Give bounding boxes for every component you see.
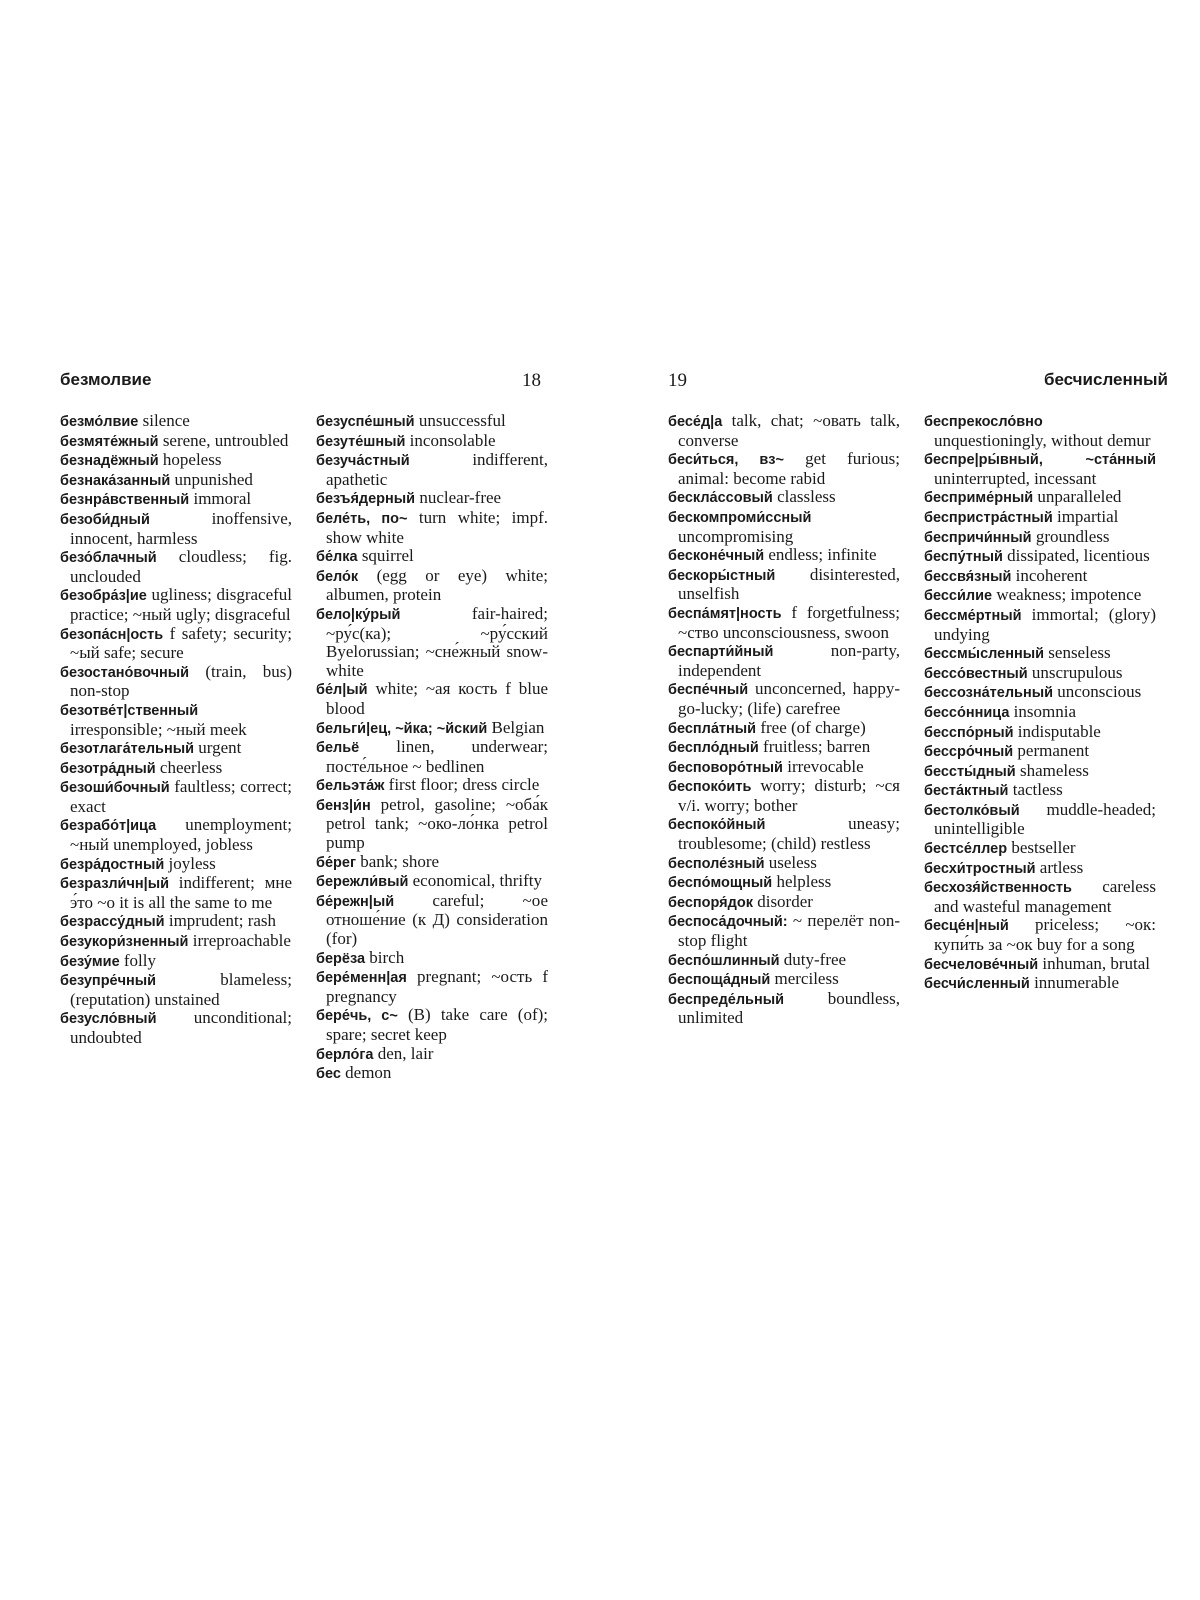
dictionary-entry (668, 758, 900, 778)
guide-word: бесчисленный (1043, 370, 1168, 389)
headword: бесчелове́чный (924, 956, 1039, 973)
headword: бесповоро́тный (668, 759, 783, 776)
definition: merciless (774, 969, 839, 989)
dictionary-entry (60, 971, 292, 1009)
headword: берёза (316, 950, 366, 967)
dictionary-entry (316, 412, 548, 432)
dictionary-entry (316, 451, 548, 489)
definition: bank; shore (360, 851, 440, 871)
headword: беспу́тный (924, 549, 1003, 566)
headword: бескла́ссовый (668, 490, 773, 507)
headword: бескоры́стный (668, 567, 776, 584)
definition: disinterested, unselfish (678, 564, 900, 604)
headword: бережли́вый (316, 874, 409, 891)
headword: беле́ть, по~ (316, 510, 408, 527)
headword: безра́достный (60, 856, 165, 873)
definition: irreproachable (192, 931, 291, 951)
definition: duty-free (783, 949, 847, 969)
page-number: 18 (522, 370, 541, 391)
headword: безостано́вочный (60, 664, 190, 681)
headword: бере́менн|ая (316, 970, 407, 987)
definition: useless (768, 852, 817, 872)
headword: беспарти́йный (668, 644, 774, 661)
headword: безмяте́жный (60, 433, 159, 450)
definition: (В) take care (of); spare; secret keep (326, 1005, 548, 1044)
definition: first floor; dress circle (388, 775, 540, 795)
column (668, 412, 900, 1028)
headword: бе́режн|ый (316, 893, 395, 910)
headword: беспла́тный (668, 720, 757, 737)
definition: uninterrupted, incessant (934, 468, 1097, 488)
definition: hopeless (162, 450, 222, 470)
dictionary-entry (316, 892, 548, 949)
definition: classless (777, 487, 836, 507)
definition: irrevocable (787, 756, 864, 776)
headword: бело|ку́рый (316, 606, 401, 623)
definition: worry; disturb; ~ся v/i. worry; bother (678, 776, 900, 815)
definition: imprudent; rash (168, 911, 277, 931)
headword: бессо́вестный (924, 665, 1028, 682)
dictionary-entry (668, 488, 900, 508)
dictionary-entry (668, 912, 900, 950)
definition: uncompromising (678, 526, 794, 546)
dictionary-entry (60, 663, 292, 701)
dictionary-entry (924, 664, 1156, 684)
page-number: 19 (668, 370, 687, 391)
definition: free (of charge) (760, 717, 866, 737)
headword: бесконе́чный (668, 548, 765, 565)
dictionary-entry (924, 528, 1156, 548)
dictionary-entry (316, 605, 548, 680)
headword: бельё (316, 740, 360, 757)
headword: бесприме́рный (924, 490, 1034, 507)
dictionary-entry (60, 701, 292, 739)
column (924, 412, 1156, 994)
definition: helpless (776, 872, 832, 892)
headword: беспо́мощный (668, 875, 773, 892)
headword: безобра́з|ие (60, 588, 147, 605)
dictionary-entry (60, 510, 292, 548)
dictionary-entry (924, 742, 1156, 762)
dictionary-entry (924, 762, 1156, 782)
dictionary-entry (924, 547, 1156, 567)
headword: безупре́чный (60, 973, 157, 990)
definition: silence (142, 411, 190, 430)
dictionary-entry (316, 853, 548, 873)
headword: безуча́стный (316, 453, 410, 470)
dictionary-entry (316, 776, 548, 796)
headword: беспристра́стный (924, 509, 1053, 526)
dictionary-entry (924, 878, 1156, 916)
dictionary-entry (316, 1064, 548, 1084)
column (316, 412, 548, 1084)
headword: безъя́дерный (316, 491, 416, 508)
headword: беспа́мят|ность (668, 605, 782, 622)
dictionary-entry (668, 719, 900, 739)
definition: dissipated, licentious (1007, 546, 1150, 566)
dictionary-entry (668, 873, 900, 893)
dictionary-entry (924, 450, 1156, 488)
definition: Belgian (491, 717, 545, 737)
dictionary-entry (316, 949, 548, 969)
guide-word: безмолвие (60, 370, 152, 389)
definition: irresponsible; ~ный meek (70, 719, 247, 739)
dictionary-entry (316, 738, 548, 776)
definition: careful; ~ое отноше́ние (к Д) consideration (for) (326, 890, 549, 949)
definition: boundless, unlimited (678, 988, 900, 1028)
dictionary-entry (316, 872, 548, 892)
definition: tactless (1012, 780, 1063, 800)
headword: бельэта́ж (316, 778, 385, 795)
headword: бе́лка (316, 549, 358, 566)
definition: unconditional; undoubted (70, 1008, 292, 1047)
left-page (60, 370, 560, 1083)
headword: беспоко́ить (668, 779, 752, 796)
running-head (668, 370, 1168, 400)
definition: urgent (198, 738, 242, 758)
definition: fruitless; barren (763, 737, 871, 757)
dictionary-entry (924, 839, 1156, 859)
headword: бестсе́ллер (924, 841, 1008, 858)
definition: blameless; (reputation) unstained (70, 970, 292, 1009)
definition: unconcerned, happy-go-lucky; (life) carefree (678, 679, 900, 718)
dictionary-entry (668, 450, 900, 488)
headword: безнака́занный (60, 472, 171, 489)
dictionary-entry (316, 796, 548, 853)
dictionary-entry (316, 432, 548, 452)
headword: бенз|и́н (316, 797, 371, 814)
dictionary-entry (668, 854, 900, 874)
headword: бессвя́зный (924, 568, 1012, 585)
definition: cheerless (159, 757, 223, 777)
headword: безрассу́дный (60, 914, 165, 931)
headword: бессозна́тельный (924, 685, 1053, 702)
headword: безуспе́шный (316, 414, 415, 430)
headword: бесце́н|ный (924, 918, 1009, 935)
definition: uneasy; troublesome; (child) restless (678, 814, 900, 854)
definition: turn white; impf. show white (326, 507, 548, 547)
headword: безрабо́т|ица (60, 818, 157, 835)
headword: безу́мие (60, 953, 120, 970)
dictionary-entry (924, 683, 1156, 703)
headword: безнадёжный (60, 453, 159, 470)
dictionary-entry (668, 566, 900, 604)
dictionary-entry (60, 1009, 292, 1047)
headword: бессро́чный (924, 744, 1014, 761)
definition: insomnia (1013, 701, 1076, 721)
definition: ugliness; disgraceful practice; ~ный ugly; disgraceful (70, 585, 293, 624)
definition: inhuman, brutal (1042, 953, 1151, 973)
dictionary-entry (60, 625, 292, 663)
dictionary-entry (924, 586, 1156, 606)
definition: pregnant; ~ость f pregnancy (326, 967, 548, 1006)
dictionary-entry (60, 471, 292, 491)
headword: беспрекосло́вно (924, 414, 1043, 430)
dictionary-entry (316, 509, 548, 547)
definition: faultless; correct; exact (70, 777, 292, 816)
definition: linen, underwear; посте́льное ~ bedlinen (326, 737, 549, 776)
dictionary-entry (668, 990, 900, 1028)
definition: endless; infinite (768, 545, 877, 565)
definition: non-party, independent (678, 641, 900, 680)
dictionary-entry (316, 489, 548, 509)
definition: permanent (1017, 741, 1090, 761)
dictionary-entry (924, 606, 1156, 644)
dictionary-entry (924, 508, 1156, 528)
definition: careless and wasteful management (934, 877, 1156, 916)
headword: бере́чь, с~ (316, 1008, 398, 1025)
definition: ~ перелёт non-stop flight (678, 911, 900, 951)
dictionary-entry (316, 567, 548, 605)
definition: economical, thrifty (412, 871, 542, 891)
definition: petrol, gasoline; ~оба́к petrol tank; ~око-ло́нка petrol pump (326, 794, 548, 853)
definition: unpunished (174, 469, 253, 489)
dictionary-entry (60, 912, 292, 932)
headword: безусло́вный (60, 1011, 157, 1028)
definition: senseless (1048, 643, 1111, 663)
definition: serene, untroubled (162, 430, 289, 450)
definition: weakness; impotence (996, 585, 1142, 605)
dictionary-entry (60, 816, 292, 854)
headword: беспо́шлинный (668, 952, 780, 969)
dictionary-entry (60, 952, 292, 972)
definition: squirrel (361, 546, 414, 566)
dictionary-entry (668, 951, 900, 971)
definition: white; ~ая кость f blue blood (326, 679, 548, 718)
dictionary-entry (668, 777, 900, 815)
definition: groundless (1035, 526, 1110, 546)
headword: бе́л|ый (316, 682, 368, 699)
definition: shameless (1019, 760, 1089, 780)
headword: беста́ктный (924, 783, 1009, 800)
dictionary-entry (924, 955, 1156, 975)
definition: disorder (757, 891, 813, 911)
definition: immortal; (glory) undying (934, 604, 1156, 644)
dictionary-entry (668, 508, 900, 546)
definition: inoffensive, innocent, harmless (70, 508, 292, 548)
headword: безразли́чн|ый (60, 876, 169, 893)
running-head (60, 370, 560, 400)
dictionary-entry (924, 723, 1156, 743)
dictionary-entry (316, 680, 548, 718)
headword: бессты́дный (924, 763, 1016, 780)
headword: бесчи́сленный (924, 976, 1030, 993)
dictionary-entry (60, 932, 292, 952)
headword: беспоря́док (668, 894, 753, 911)
definition: indifferent, apathetic (326, 450, 548, 489)
headword: бесхи́тростный (924, 860, 1036, 877)
headword: беспричи́нный (924, 529, 1032, 546)
column (60, 412, 292, 1048)
dictionary-entry (924, 974, 1156, 994)
definition: impartial (1056, 506, 1119, 526)
dictionary-entry (924, 703, 1156, 723)
definition: unparalleled (1037, 487, 1122, 507)
definition: joyless (168, 853, 216, 873)
dictionary-entry (668, 680, 900, 718)
dictionary-entry (316, 547, 548, 567)
headword: беспоса́дочный: (668, 914, 788, 931)
definition: den, lair (377, 1043, 434, 1063)
definition: f forgetfulness; ~ство unconsciousness, swoon (678, 602, 900, 642)
dictionary-entry (924, 781, 1156, 801)
headword: бесполе́зный (668, 855, 765, 872)
headword: беспреде́льный (668, 991, 785, 1008)
dictionary-entry (924, 916, 1156, 954)
headword: бельги́|ец, ~йка; ~йский (316, 720, 488, 737)
definition: unscrupulous (1031, 662, 1123, 682)
headword: бело́к (316, 568, 359, 585)
dictionary-entry (668, 970, 900, 990)
headword: бесспо́рный (924, 724, 1014, 741)
headword: бескомпроми́ссный (668, 509, 812, 526)
headword: беспоко́йный (668, 817, 766, 834)
definition: folly (123, 950, 156, 970)
headword: безукори́зненный (60, 934, 189, 951)
dictionary-entry (668, 412, 900, 450)
headword: бесхозя́йственность (924, 880, 1072, 897)
dictionary-entry (668, 893, 900, 913)
right-page (668, 370, 1168, 1028)
definition: indisputable (1017, 721, 1101, 741)
definition: cloudless; fig. unclouded (70, 547, 292, 586)
headword: бесси́лие (924, 588, 993, 605)
dictionary-entry (60, 739, 292, 759)
headword: бесе́д|а (668, 414, 723, 430)
definition: inconsolable (409, 430, 496, 450)
headword: беспре|ры́вный, ~ста́нный (924, 452, 1156, 469)
headword: безуте́шный (316, 433, 406, 450)
headword: безоби́дный (60, 511, 150, 528)
headword: безотлага́тельный (60, 741, 194, 758)
dictionary-entry (60, 548, 292, 586)
headword: берло́га (316, 1046, 374, 1063)
headword: бе́рег (316, 854, 356, 871)
definition: unsuccessful (418, 411, 506, 430)
headword: безнра́вственный (60, 492, 190, 509)
headword: бес (316, 1066, 341, 1083)
dictionary-entry (316, 968, 548, 1006)
dictionary-entry (924, 801, 1156, 839)
headword: бестолко́вый (924, 802, 1020, 819)
headword: бессмы́сленный (924, 646, 1045, 663)
dictionary-entry (60, 490, 292, 510)
definition: demon (345, 1063, 392, 1083)
definition: priceless; ~ок: купи́ть за ~ок buy for a song (934, 915, 1156, 955)
dictionary-entry (668, 815, 900, 853)
dictionary-entry (316, 1045, 548, 1065)
definition: (egg or eye) white; albumen, protein (326, 565, 548, 605)
definition: unemployment; ~ный unemployed, jobless (70, 815, 292, 855)
definition: f safety; security; ~ый safe; secure (70, 623, 292, 663)
headword: беси́ться, вз~ (668, 452, 784, 469)
headword: бессме́ртный (924, 607, 1022, 624)
dictionary-entry (924, 644, 1156, 664)
definition: nuclear-free (419, 488, 502, 508)
dictionary-entry (316, 1006, 548, 1044)
headword: безопа́сн|ость (60, 626, 164, 643)
dictionary-entry (60, 432, 292, 452)
headword: беспоща́дный (668, 972, 771, 989)
dictionary-entry (60, 855, 292, 875)
dictionary-entry (60, 778, 292, 816)
headword: беспе́чный (668, 682, 749, 699)
definition: artless (1039, 857, 1084, 877)
definition: get furious; animal: become rabid (678, 449, 901, 488)
headword: безмо́лвие (60, 414, 139, 430)
definition: incoherent (1015, 565, 1088, 585)
definition: immoral (193, 489, 252, 509)
definition: talk, chat; ~овать talk, converse (678, 411, 901, 450)
definition: muddle-headed; unintelligible (934, 799, 1156, 839)
dictionary-entry (668, 546, 900, 566)
dictionary-entry (668, 738, 900, 758)
dictionary-entry (60, 412, 292, 432)
dictionary-entry (60, 451, 292, 471)
definition: bestseller (1011, 838, 1076, 858)
definition: unconscious (1057, 682, 1142, 702)
headword: беспло́дный (668, 740, 759, 757)
definition: indifferent; мне э́то ~о it is all the same to me (70, 873, 292, 912)
headword: безотра́дный (60, 760, 156, 777)
headword: безотве́т|ственный (60, 702, 199, 719)
dictionary-entry (316, 719, 548, 739)
headword: безоши́бочный (60, 780, 170, 797)
dictionary-entry (668, 642, 900, 680)
dictionary-entry (668, 604, 900, 642)
headword: безо́блачный (60, 550, 157, 567)
definition: (train, bus) non-stop (70, 661, 293, 701)
dictionary-entry (924, 567, 1156, 587)
dictionary-entry (924, 859, 1156, 879)
definition: innumerable (1034, 973, 1120, 993)
dictionary-entry (60, 874, 292, 912)
definition: unquestioningly, without demur (934, 430, 1151, 450)
definition: fair-haired; ~ру́с(ка); ~ру́сский Byelorussian; ~сне́жный snow-white (326, 603, 548, 680)
dictionary-entry (60, 759, 292, 779)
headword: бессо́нница (924, 704, 1010, 721)
dictionary-entry (924, 488, 1156, 508)
definition: birch (369, 947, 405, 967)
dictionary-entry (924, 412, 1156, 450)
dictionary-entry (60, 586, 292, 624)
